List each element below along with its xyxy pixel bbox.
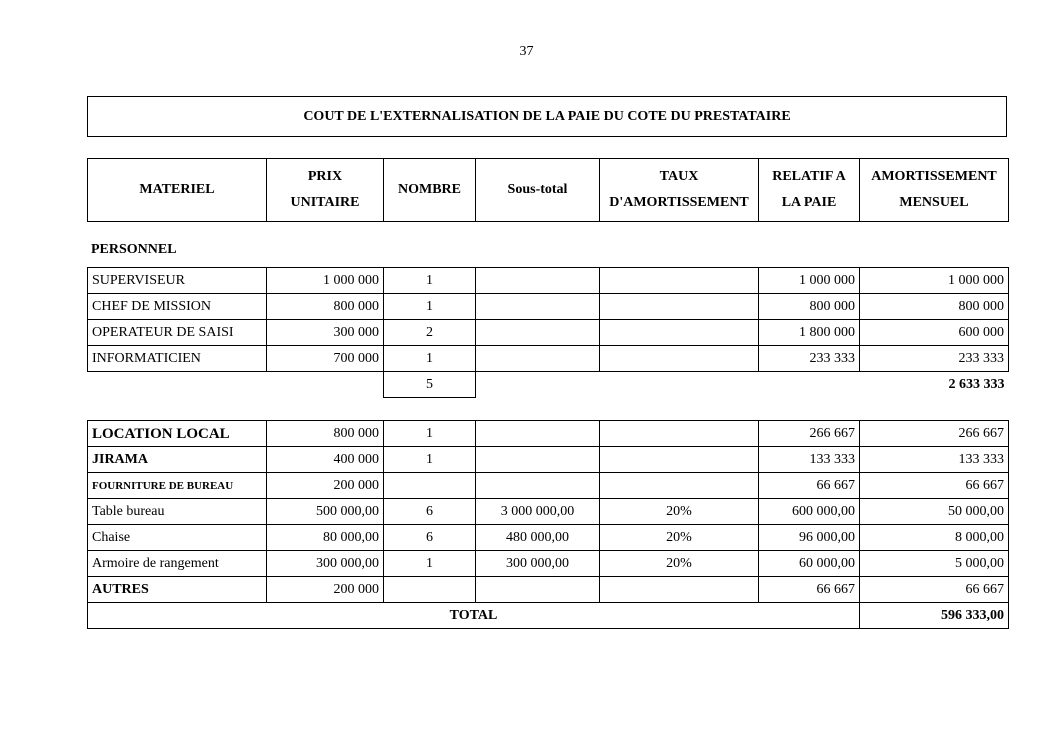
- cell-prix: 200 000: [267, 473, 384, 499]
- table-row: [88, 551, 1009, 577]
- cell-nombre: 6: [384, 525, 476, 551]
- cell-nombre: 1: [384, 346, 476, 372]
- cell-sous-total: [476, 421, 600, 447]
- cell-nombre: 2: [384, 320, 476, 346]
- header-table: [87, 158, 1009, 222]
- cell-amort: 233 333: [860, 346, 1009, 372]
- cell-nombre: 1: [384, 421, 476, 447]
- grand-total-row: [88, 603, 1009, 629]
- cell-taux: [600, 294, 759, 320]
- cell-prix: 80 000,00: [267, 525, 384, 551]
- cell-materiel: OPERATEUR DE SAISI: [88, 320, 267, 346]
- cell-sous-total: [476, 268, 600, 294]
- cell-amort: 5 000,00: [860, 551, 1009, 577]
- cell-taux: [600, 320, 759, 346]
- personnel-total-row: [88, 372, 1009, 398]
- section-heading-personnel: PERSONNEL: [91, 242, 177, 257]
- cell-materiel: JIRAMA: [88, 447, 267, 473]
- cell-sous-total: [476, 473, 600, 499]
- cell-materiel: Table bureau: [88, 499, 267, 525]
- cell-amort: 66 667: [860, 577, 1009, 603]
- table-row: [88, 577, 1009, 603]
- personnel-total-amort: 2 633 333: [948, 376, 1005, 392]
- cell-sous-total: 3 000 000,00: [476, 499, 600, 525]
- cell-materiel: FOURNITURE DE BUREAU: [88, 473, 267, 499]
- table-row: [88, 499, 1009, 525]
- cell-relatif: 233 333: [759, 346, 860, 372]
- cell-amort: 133 333: [860, 447, 1009, 473]
- cell-prix: 800 000: [267, 421, 384, 447]
- table-row: [88, 320, 1009, 346]
- cell-prix: 400 000: [267, 447, 384, 473]
- cell-sous-total: 480 000,00: [476, 525, 600, 551]
- cell-taux: [600, 268, 759, 294]
- cell-sous-total: [476, 577, 600, 603]
- page-number: 37: [519, 44, 534, 59]
- cell-relatif: 600 000,00: [759, 499, 860, 525]
- cell-prix: 300 000: [267, 320, 384, 346]
- cell-materiel: CHEF DE MISSION: [88, 294, 267, 320]
- cell-prix: 800 000: [267, 294, 384, 320]
- personnel-total-nombre: 5: [384, 372, 476, 398]
- cell-relatif: 60 000,00: [759, 551, 860, 577]
- cell-taux: [600, 447, 759, 473]
- header-sous-total: Sous-total: [476, 159, 600, 222]
- cell-sous-total: 300 000,00: [476, 551, 600, 577]
- cell-taux: 20%: [600, 525, 759, 551]
- cell-materiel: Armoire de rangement: [88, 551, 267, 577]
- cell-taux: [600, 421, 759, 447]
- header-relatif: RELATIF A LA PAIE: [759, 159, 860, 222]
- table-row: [88, 346, 1009, 372]
- cell-materiel: INFORMATICIEN: [88, 346, 267, 372]
- table-row: [88, 294, 1009, 320]
- cell-amort: 8 000,00: [860, 525, 1009, 551]
- costs-table: [87, 420, 1009, 629]
- cell-relatif: 96 000,00: [759, 525, 860, 551]
- cell-sous-total: [476, 294, 600, 320]
- cell-materiel: SUPERVISEUR: [88, 268, 267, 294]
- cell-prix: 500 000,00: [267, 499, 384, 525]
- table-title: COUT DE L'EXTERNALISATION DE LA PAIE DU COTE DU PRESTATAIRE: [87, 96, 1007, 137]
- cell-nombre: 1: [384, 268, 476, 294]
- cell-materiel: Chaise: [88, 525, 267, 551]
- table-row: [88, 525, 1009, 551]
- cell-relatif: 66 667: [759, 473, 860, 499]
- cell-nombre: [384, 577, 476, 603]
- cell-amort: 600 000: [860, 320, 1009, 346]
- cell-relatif: 133 333: [759, 447, 860, 473]
- cell-nombre: [384, 473, 476, 499]
- cell-taux: [600, 577, 759, 603]
- cell-prix: 1 000 000: [267, 268, 384, 294]
- cell-relatif: 66 667: [759, 577, 860, 603]
- cell-materiel: AUTRES: [88, 577, 267, 603]
- header-prix: PRIX UNITAIRE: [267, 159, 384, 222]
- cell-amort: 50 000,00: [860, 499, 1009, 525]
- cell-nombre: 1: [384, 294, 476, 320]
- total-label: TOTAL: [88, 603, 860, 629]
- header-nombre: NOMBRE: [384, 159, 476, 222]
- table-row: [88, 268, 1009, 294]
- cell-amort: 1 000 000: [860, 268, 1009, 294]
- cell-sous-total: [476, 447, 600, 473]
- cell-prix: 700 000: [267, 346, 384, 372]
- cell-amort: 66 667: [860, 473, 1009, 499]
- cell-prix: 300 000,00: [267, 551, 384, 577]
- header-amortissement: AMORTISSEMENT MENSUEL: [860, 159, 1009, 222]
- cell-taux: 20%: [600, 551, 759, 577]
- cell-amort: 266 667: [860, 421, 1009, 447]
- cell-nombre: 6: [384, 499, 476, 525]
- total-value: 596 333,00: [860, 603, 1009, 629]
- table-row: [88, 421, 1009, 447]
- cell-sous-total: [476, 320, 600, 346]
- cell-nombre: 1: [384, 447, 476, 473]
- cell-prix: 200 000: [267, 577, 384, 603]
- header-materiel: MATERIEL: [88, 159, 267, 222]
- table-row: [88, 447, 1009, 473]
- cell-taux: [600, 346, 759, 372]
- cell-relatif: 266 667: [759, 421, 860, 447]
- header-taux: TAUX D'AMORTISSEMENT: [600, 159, 759, 222]
- table-row: [88, 473, 1009, 499]
- cell-sous-total: [476, 346, 600, 372]
- cell-materiel: LOCATION LOCAL: [88, 421, 267, 447]
- cell-nombre: 1: [384, 551, 476, 577]
- cell-relatif: 1 800 000: [759, 320, 860, 346]
- cell-taux: [600, 473, 759, 499]
- cell-amort: 800 000: [860, 294, 1009, 320]
- cell-taux: 20%: [600, 499, 759, 525]
- cell-relatif: 800 000: [759, 294, 860, 320]
- cell-relatif: 1 000 000: [759, 268, 860, 294]
- personnel-table: [87, 267, 1009, 398]
